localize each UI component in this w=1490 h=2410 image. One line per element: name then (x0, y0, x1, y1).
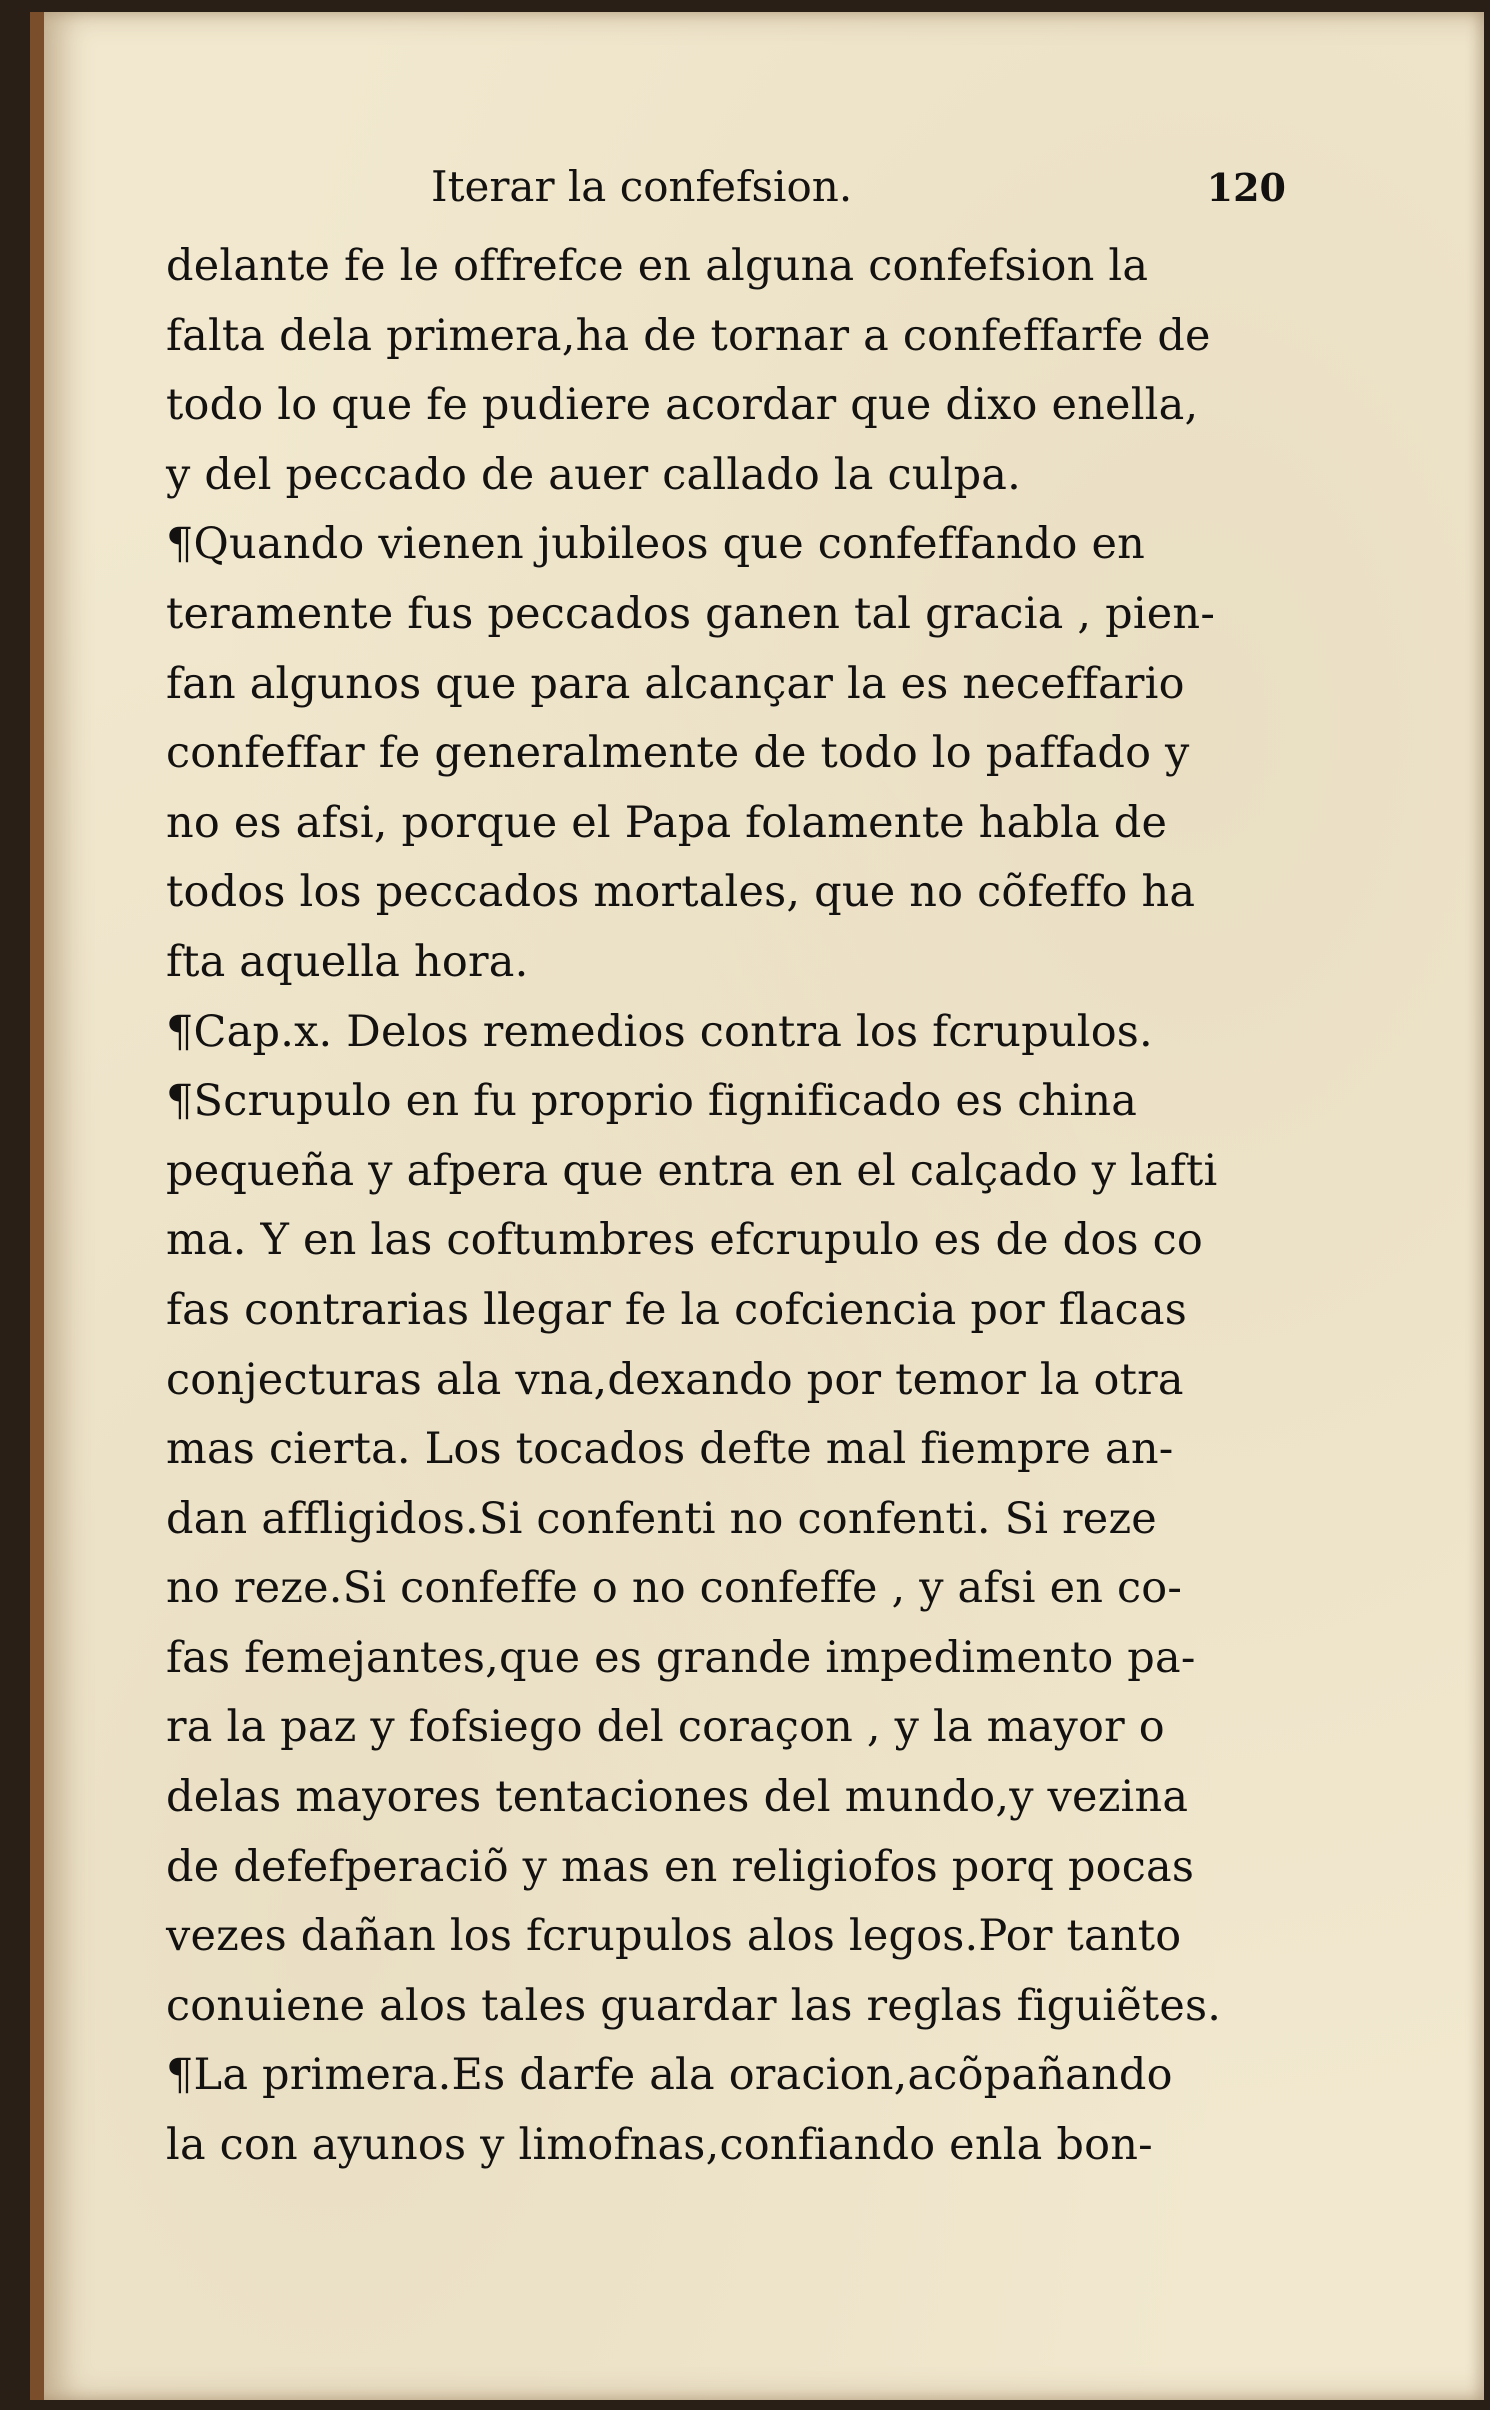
text-line: mas cierta. Los tocados defte mal fiempre an- (166, 1424, 1174, 1475)
text-line: vezes dañan los fcrupulos alos legos.Por tanto (166, 1911, 1182, 1962)
text-line: ma. Y en las coftumbres efcrupulo es de dos co (166, 1215, 1204, 1266)
text-line: dan affligidos.Si confenti no confenti. Si reze (166, 1493, 1157, 1544)
text-line: ¶La primera.Es darfe ala oracion,acõpañando (166, 2050, 1173, 2101)
text-line: fan algunos que para alcançar la es neceffario (166, 658, 1185, 709)
text-line: conuiene alos tales guardar las reglas figuiẽtes. (166, 1980, 1222, 2031)
text-line: todos los peccados mortales, que no cõfeffo ha (166, 867, 1196, 918)
text-line: delante fe le offrefce en alguna confefsion la (166, 241, 1149, 291)
text-line: conjecturas ala vna,dexando por temor la otra (166, 1354, 1184, 1405)
book-page (30, 12, 1484, 2400)
running-head: Iterar la confefsion. (431, 162, 853, 211)
text-block (166, 162, 1346, 2181)
text-line: y del peccado de auer callado la culpa. (166, 449, 1022, 500)
text-line: todo lo que fe pudiere acordar que dixo enella, (166, 380, 1199, 431)
running-header (166, 162, 1346, 232)
folio-number: 120 (1206, 165, 1286, 210)
text-line: ¶Quando vienen jubileos que confeffando en (166, 519, 1145, 570)
chapter-heading: ¶Cap.x. Delos remedios contra los fcrupulos. (166, 1006, 1153, 1057)
text-line: no reze.Si confeffe o no confeffe , y afsi en co- (166, 1563, 1183, 1614)
text-line: fas femejantes,que es grande impedimento pa- (166, 1632, 1196, 1683)
text-line: delas mayores tentaciones del mundo,y vezina (166, 1772, 1189, 1823)
text-line: falta dela primera,ha de tornar a confeffarfe de (166, 310, 1211, 361)
text-line: la con ayunos y limofnas,confiando enla bon- (166, 2120, 1153, 2171)
text-line: fas contrarias llegar fe la cofciencia por flacas (166, 1284, 1188, 1335)
text-line: no es afsi, porque el Papa folamente habla de (166, 797, 1168, 848)
text-line: ra la paz y fofsiego del coraçon , y la mayor o (166, 1702, 1165, 1753)
text-line: pequeña y afpera que entra en el calçado y lafti (166, 1145, 1218, 1196)
text-line: teramente fus peccados ganen tal gracia , pien- (166, 588, 1216, 639)
text-line: de defefperaciõ y mas en religiofos porq pocas (166, 1841, 1195, 1892)
text-line: confeffar fe generalmente de todo lo paffado y (166, 728, 1190, 779)
text-line: fta aquella hora. (166, 936, 529, 987)
text-line: ¶Scrupulo en fu proprio fignificado es china (166, 1076, 1138, 1127)
